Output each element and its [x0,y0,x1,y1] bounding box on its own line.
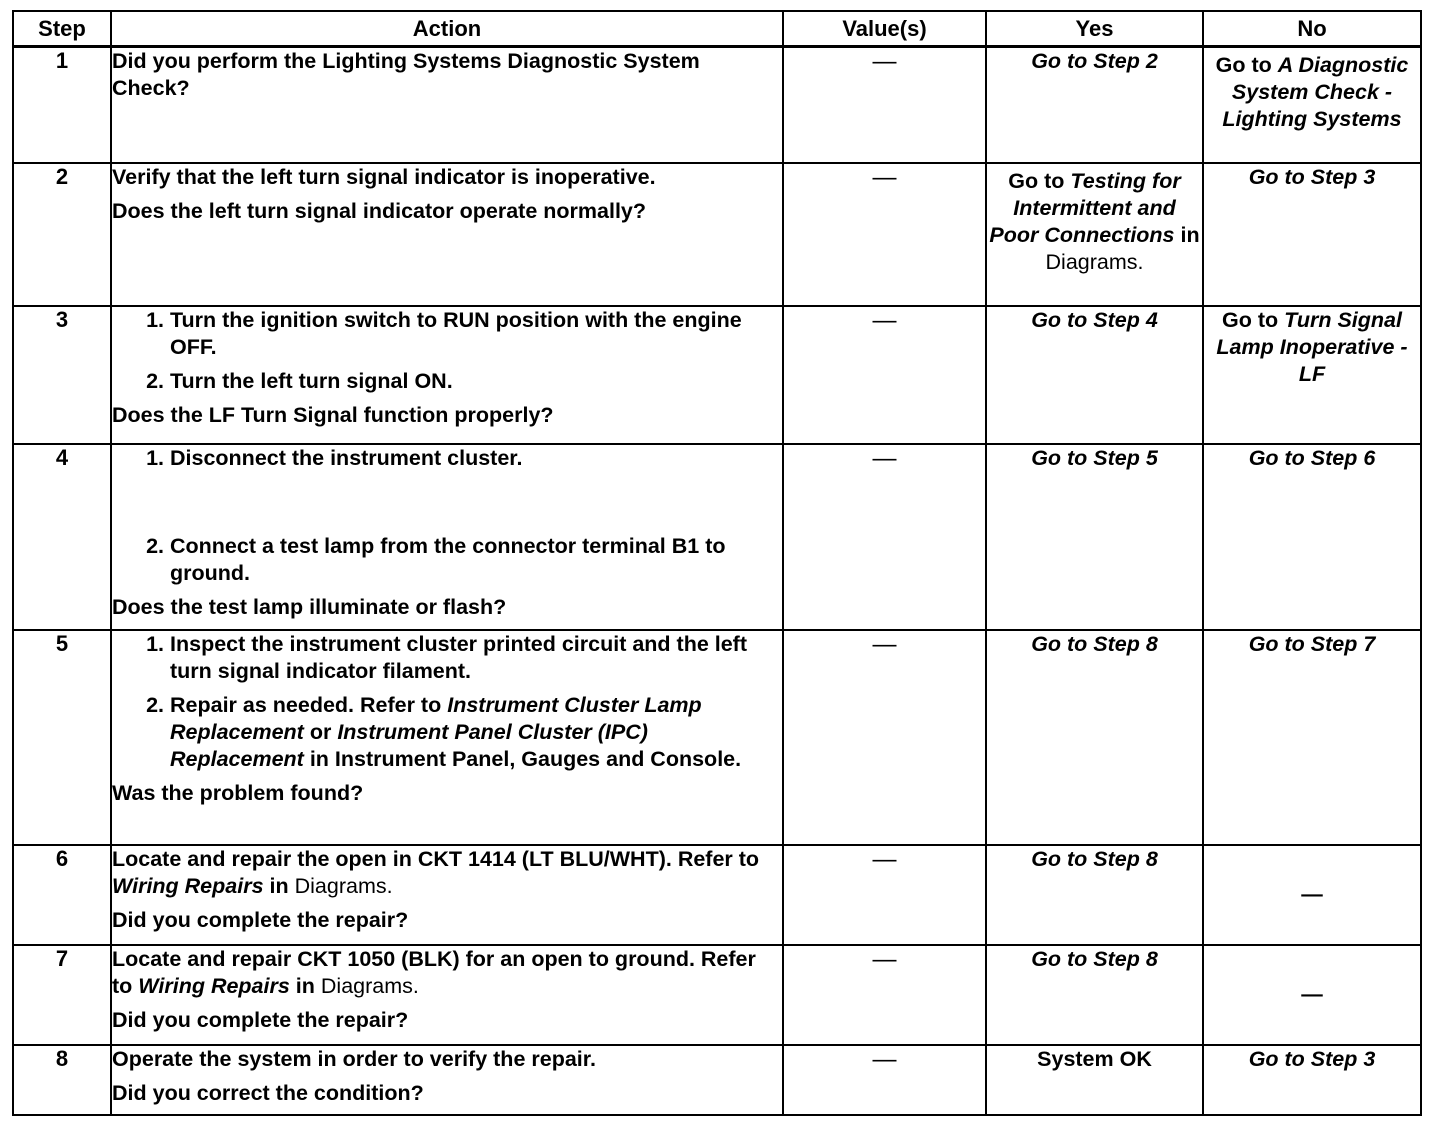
no-prefix: Go to [1215,53,1272,77]
action-question: Did you correct the condition? [112,1080,424,1105]
table-row-step-2 [13,163,1421,306]
value-cell: — [783,444,986,630]
list-item: 2. Connect a test lamp from the connector terminal B1 to ground. [170,533,782,587]
no-cell: Go to Step 6 [1203,444,1421,630]
value-cell: — [783,630,986,845]
action-text: Did you perform the Lighting Systems Diagnostic System Check? [112,49,700,100]
action-cell [111,630,783,845]
action-list [112,445,782,587]
diagnostic-table [12,10,1422,1116]
table-row-step-3 [13,306,1421,444]
action-lead: Locate and repair the open in CKT 1414 (LT BLU/WHT). Refer to [112,846,760,871]
value-cell: — [783,47,986,163]
wiring-repairs-reference: Wiring Repairs [138,973,290,998]
wiring-repairs-reference: Wiring Repairs [112,873,264,898]
yes-cell: Go to Step 5 [986,444,1203,630]
action-question: Does the test lamp illuminate or flash? [112,594,507,619]
no-cell: Go to Step 7 [1203,630,1421,845]
action-cell [111,945,783,1045]
value-cell: — [783,945,986,1045]
action-question: Was the problem found? [112,780,364,805]
step-number: 6 [13,845,111,945]
diagrams-reference: Diagrams. [320,973,419,998]
in-text: in [269,873,289,898]
diagrams-reference: Diagrams. [294,873,393,898]
yes-cell: Go to Step 4 [986,306,1203,444]
action-cell [111,47,783,163]
no-cell: — [1203,845,1421,945]
ipc-reference: Instrument Panel Cluster (IPC) Replacement [170,719,648,771]
value-cell: — [783,1045,986,1115]
table-row-step-4 [13,444,1421,630]
repair-text: Repair as needed. Refer to [170,692,442,717]
header-yes: Yes [986,11,1203,47]
no-reference: Turn Signal Lamp Inoperative - LF [1216,307,1408,386]
step-number: 8 [13,1045,111,1115]
table-row-step-1 [13,47,1421,163]
yes-cell: Go to Step 8 [986,945,1203,1045]
yes-cell [986,163,1203,306]
action-lead: Locate and repair CKT 1050 (BLK) for an open to ground. Refer to [112,946,756,998]
value-cell: — [783,163,986,306]
action-cell [111,1045,783,1115]
step-number: 4 [13,444,111,630]
action-text: Verify that the left turn signal indicator is inoperative. [112,164,656,189]
no-cell: Go to Step 3 [1203,1045,1421,1115]
in-text: in [295,973,315,998]
list-item [170,692,782,773]
yes-cell: Go to Step 8 [986,630,1203,845]
value-cell: — [783,845,986,945]
step-number: 3 [13,306,111,444]
no-cell: Go to Step 3 [1203,163,1421,306]
table-row-step-8 [13,1045,1421,1115]
action-list [112,631,782,773]
action-cell [111,444,783,630]
list-item: 1. Inspect the instrument cluster printed circuit and the left turn signal indicator filament. [170,631,782,685]
action-question: Did you complete the repair? [112,1007,409,1032]
yes-cell: System OK [986,1045,1203,1115]
action-text: Operate the system in order to verify the repair. [112,1046,596,1071]
table-row-step-6 [13,845,1421,945]
section-text: in Instrument Panel, Gauges and Console. [309,746,742,771]
no-reference: A Diagnostic System Check - Lighting Systems [1222,53,1409,131]
header-step: Step [13,11,111,47]
yes-cell: Go to Step 2 [986,47,1203,163]
action-text [112,846,782,900]
yes-cell: Go to Step 8 [986,845,1203,945]
step-number: 2 [13,163,111,306]
action-question: Did you complete the repair? [112,907,409,932]
header-no: No [1203,11,1421,47]
or-text: or [309,719,332,744]
step-number: 7 [13,945,111,1045]
list-item: 1. Disconnect the instrument cluster. [170,445,782,472]
action-cell [111,163,783,306]
yes-ref-section: Diagrams. [1045,249,1144,274]
table-row-step-7 [13,945,1421,1045]
header-row [13,11,1421,47]
yes-in: in [1180,222,1200,247]
action-cell [111,845,783,945]
list-item: 2. Turn the left turn signal ON. [170,368,782,395]
no-cell [1203,306,1421,444]
no-prefix: Go to [1222,307,1279,332]
header-values: Value(s) [783,11,986,47]
yes-reference: Testing for Intermittent and Poor Connections [989,168,1181,247]
step-number: 5 [13,630,111,845]
action-question: Does the LF Turn Signal function properly? [112,402,554,427]
no-cell [1203,47,1421,163]
yes-prefix: Go to [1008,168,1065,193]
cluster-lamp-reference: Instrument Cluster Lamp Replacement [170,692,702,744]
no-cell: — [1203,945,1421,1045]
value-cell: — [783,306,986,444]
header-action: Action [111,11,783,47]
list-item: 1. Turn the ignition switch to RUN position with the engine OFF. [170,307,782,361]
action-cell [111,306,783,444]
action-list [112,307,782,395]
table-row-step-5 [13,630,1421,845]
step-number: 1 [13,47,111,163]
action-question: Does the left turn signal indicator operate normally? [112,198,647,223]
action-text [112,946,782,1000]
